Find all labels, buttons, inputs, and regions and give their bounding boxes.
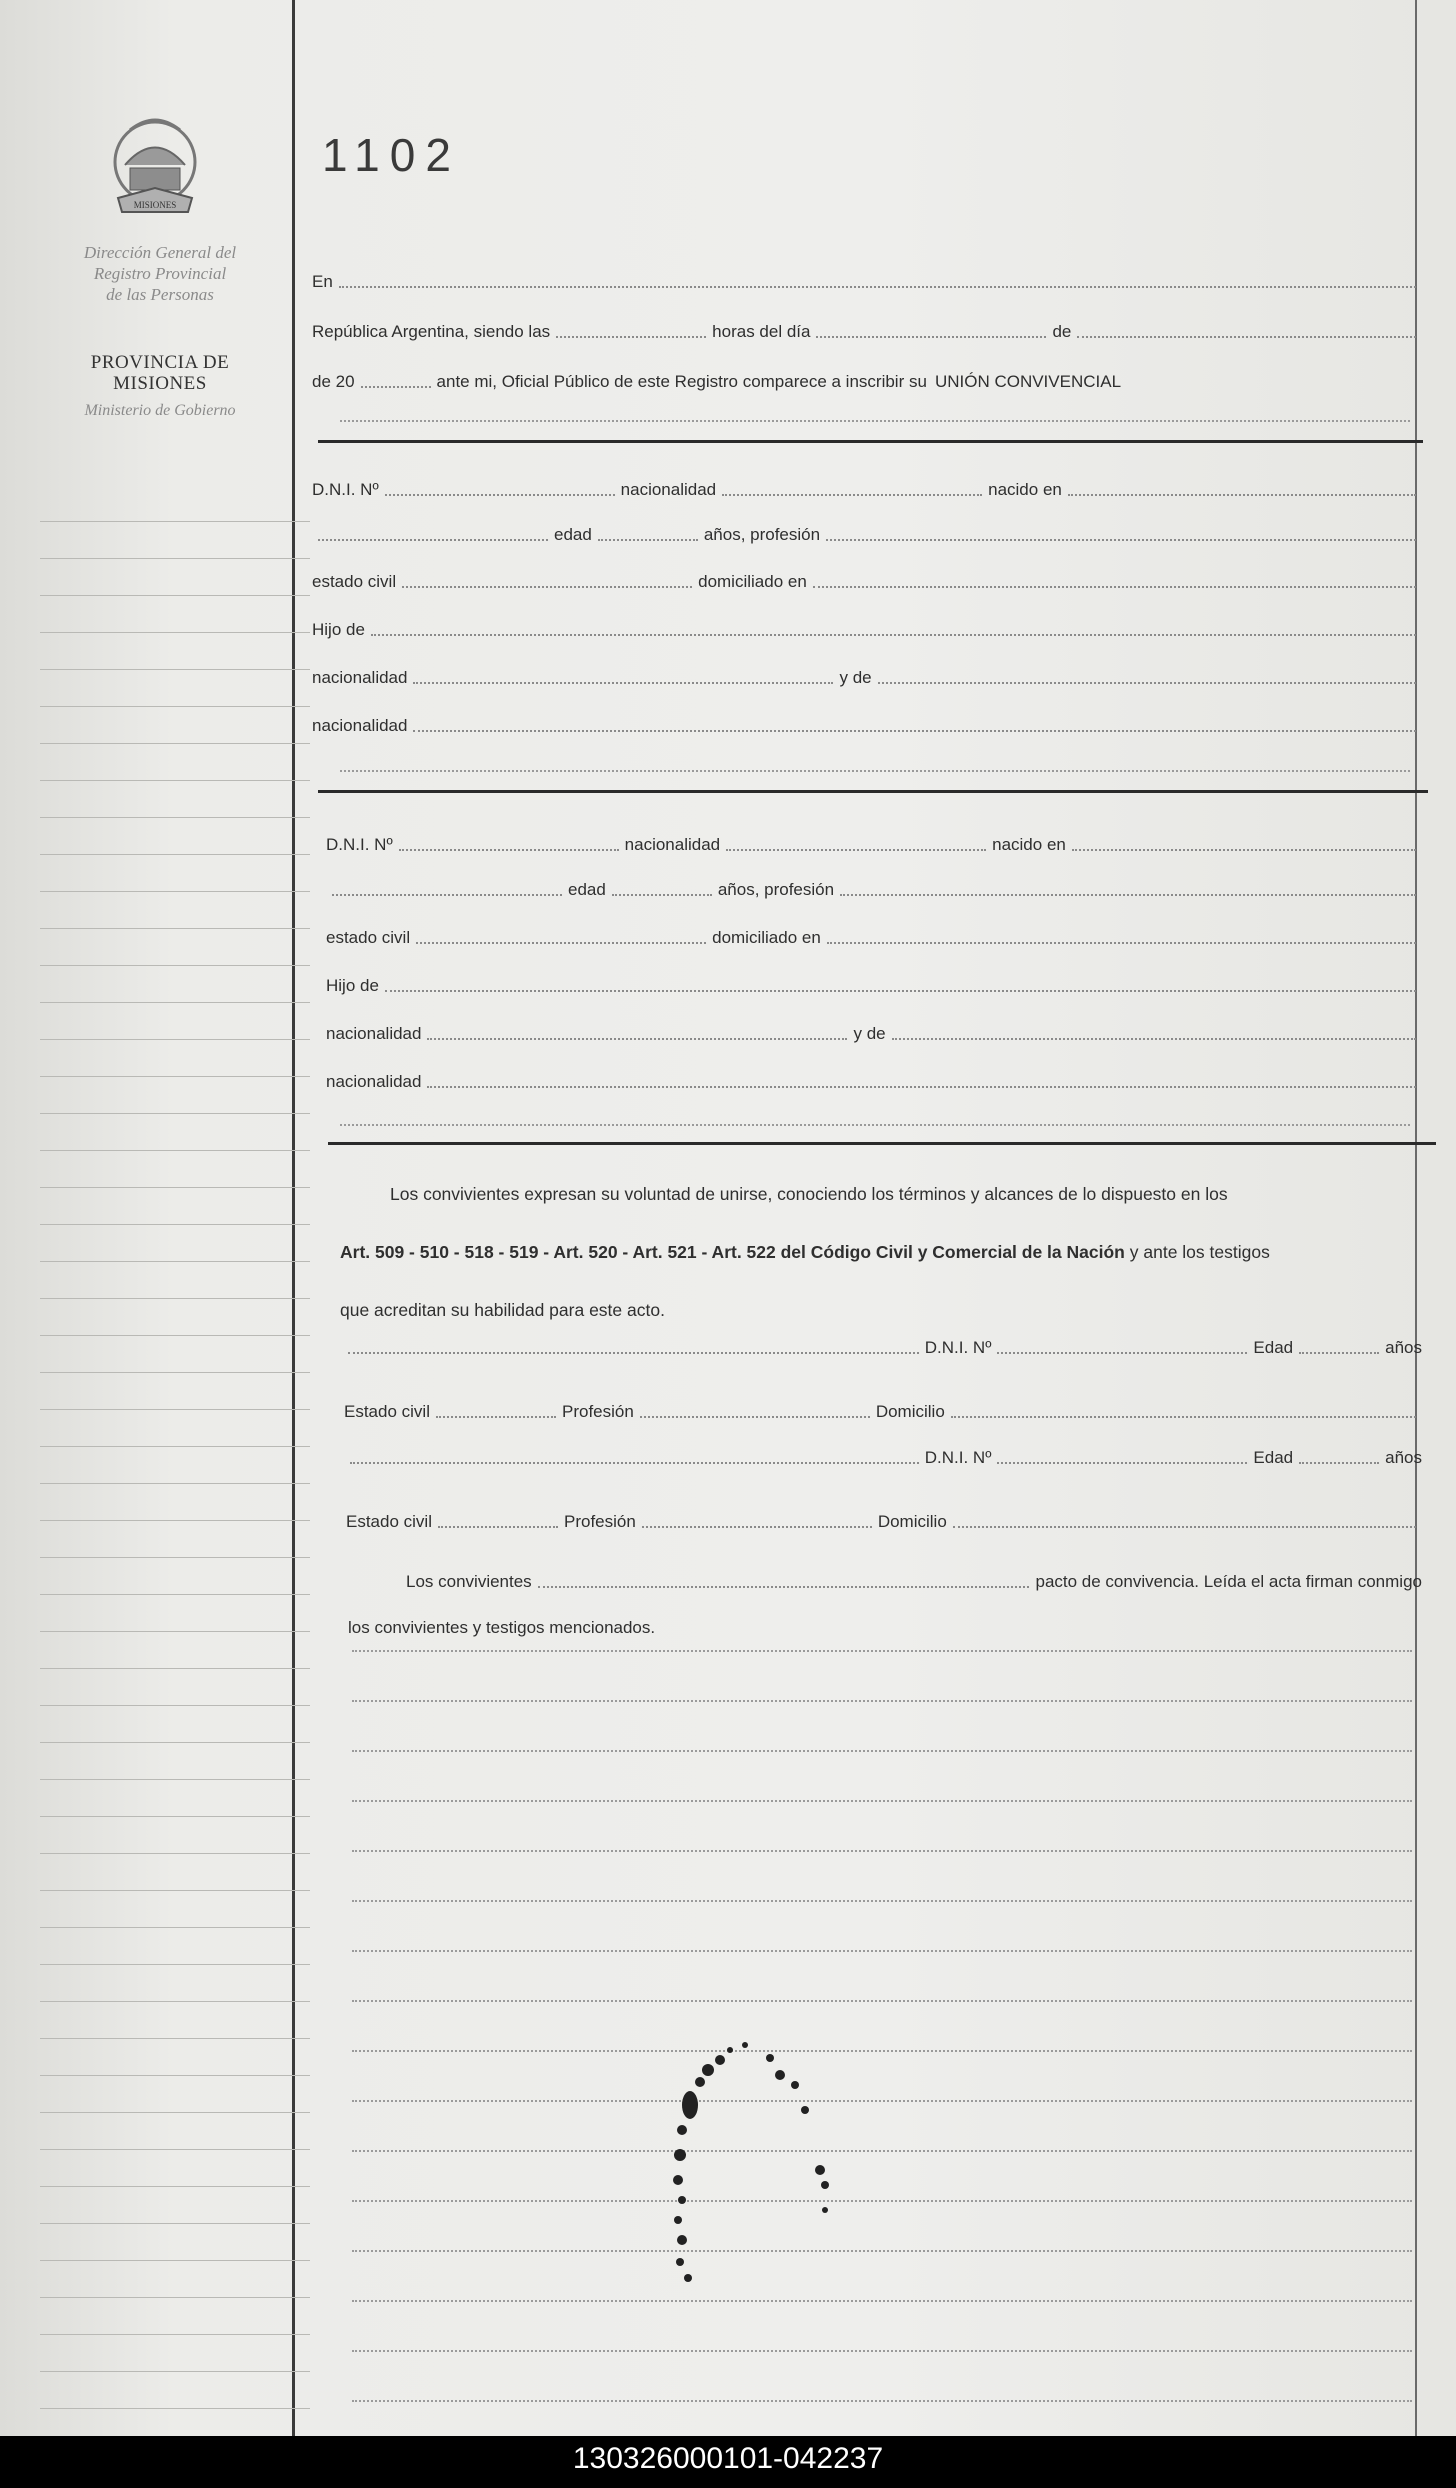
blank-line[interactable] bbox=[352, 1650, 1412, 1652]
section-rule bbox=[318, 440, 1423, 443]
field-parent-two-nationality[interactable] bbox=[413, 730, 1416, 732]
ministry-name: Ministerio de Gobierno bbox=[84, 402, 236, 419]
blank-line[interactable] bbox=[352, 2350, 1412, 2352]
label-estado-civil: Estado civil bbox=[346, 1512, 432, 1531]
row-hijo-de bbox=[312, 620, 1422, 640]
province-line: MISIONES bbox=[113, 373, 207, 394]
blank-line[interactable] bbox=[352, 2150, 1412, 2152]
label-dni: D.N.I. Nº bbox=[312, 480, 379, 499]
label-domiciliado: domiciliado en bbox=[698, 572, 807, 591]
field-profession[interactable] bbox=[826, 539, 1416, 541]
label-anos-profesion: años, profesión bbox=[717, 880, 835, 899]
row-nacionalidad-y-de bbox=[312, 668, 1422, 688]
field-age[interactable] bbox=[598, 539, 698, 541]
barcode-number: 130326000101-042237 bbox=[572, 2442, 884, 2475]
field-parent-two-nationality[interactable] bbox=[427, 1086, 1416, 1088]
label-nacido-en: nacido en bbox=[992, 835, 1066, 854]
field-parent-nationality[interactable] bbox=[427, 1038, 847, 1040]
blank-line[interactable] bbox=[340, 1124, 1410, 1126]
label-dni: D.N.I. Nº bbox=[326, 835, 393, 854]
declaration-line: y ante los testigos bbox=[1129, 1242, 1270, 1262]
row-en bbox=[312, 272, 1422, 292]
row-year bbox=[312, 372, 1422, 392]
field-nacionalidad[interactable] bbox=[722, 494, 982, 496]
label-edad: edad bbox=[554, 525, 592, 544]
office-line: Dirección General del bbox=[83, 243, 237, 262]
blank-line[interactable] bbox=[352, 2200, 1412, 2202]
label-domicilio: Domicilio bbox=[877, 1512, 947, 1531]
label-closing-tail: los convivientes y testigos mencionados. bbox=[348, 1618, 656, 1637]
field-witness-profession[interactable] bbox=[642, 1526, 872, 1528]
label-estado-civil: estado civil bbox=[312, 572, 397, 591]
row-witness-one-detail bbox=[344, 1402, 1422, 1422]
blank-line[interactable] bbox=[340, 420, 1410, 422]
label-y-de: y de bbox=[853, 1024, 886, 1043]
blank-line[interactable] bbox=[352, 1750, 1412, 1752]
province-name bbox=[40, 352, 280, 394]
row-nacionalidad bbox=[312, 716, 1422, 736]
label-anos: años bbox=[1385, 1448, 1422, 1467]
label-edad: Edad bbox=[1253, 1448, 1294, 1467]
label-edad: edad bbox=[568, 880, 606, 899]
field-pacto[interactable] bbox=[538, 1586, 1030, 1588]
section-rule bbox=[318, 790, 1428, 793]
field-witness-name[interactable] bbox=[348, 1352, 919, 1354]
blank-line[interactable] bbox=[352, 2300, 1412, 2302]
label-profesion: Profesión bbox=[561, 1402, 634, 1421]
section-rule bbox=[328, 1142, 1436, 1145]
office-line: Registro Provincial bbox=[93, 264, 227, 283]
field-domicile[interactable] bbox=[813, 586, 1416, 588]
label-nacionalidad: nacionalidad bbox=[624, 835, 721, 854]
blank-line[interactable] bbox=[352, 2400, 1412, 2402]
label-nacionalidad: nacionalidad bbox=[326, 1072, 422, 1091]
field-nacionalidad[interactable] bbox=[726, 849, 986, 851]
label-en: En bbox=[312, 272, 333, 291]
row-edad bbox=[326, 880, 1422, 900]
blank-line[interactable] bbox=[352, 1850, 1412, 1852]
declaration-articles-line bbox=[340, 1223, 1410, 1281]
field-witness-age[interactable] bbox=[1299, 1462, 1379, 1464]
field-profession[interactable] bbox=[840, 894, 1416, 896]
field-witness-profession[interactable] bbox=[640, 1416, 870, 1418]
label-nacionalidad: nacionalidad bbox=[312, 716, 408, 735]
field-witness-estado-civil[interactable] bbox=[438, 1526, 558, 1528]
field-witness-age[interactable] bbox=[1299, 1352, 1379, 1354]
label-de-20: de 20 bbox=[312, 372, 355, 391]
office-name bbox=[40, 242, 280, 305]
field-parent-two[interactable] bbox=[892, 1038, 1416, 1040]
label-estado-civil: Estado civil bbox=[344, 1402, 430, 1421]
label-hijo-de: Hijo de bbox=[326, 976, 379, 995]
row-closing bbox=[346, 1572, 1422, 1592]
row-closing-tail bbox=[348, 1618, 1422, 1638]
row-dni bbox=[312, 480, 1422, 500]
field-parent[interactable] bbox=[371, 634, 1416, 636]
field-place[interactable] bbox=[339, 286, 1416, 288]
blank-line[interactable] bbox=[352, 1800, 1412, 1802]
label-nacionalidad: nacionalidad bbox=[312, 668, 408, 687]
field-parent[interactable] bbox=[385, 990, 1416, 992]
row-nacionalidad-y-de bbox=[326, 1024, 1422, 1044]
row-hijo-de bbox=[326, 976, 1422, 996]
field-dni[interactable] bbox=[385, 494, 615, 496]
label-anos-profesion: años, profesión bbox=[703, 525, 821, 544]
field-year[interactable] bbox=[361, 386, 431, 388]
office-line: de las Personas bbox=[106, 285, 214, 304]
row-witness-one bbox=[342, 1338, 1422, 1358]
province-line: PROVINCIA DE bbox=[90, 352, 230, 373]
field-birthplace[interactable] bbox=[1068, 494, 1416, 496]
row-nacionalidad bbox=[326, 1072, 1422, 1092]
label-pacto: pacto de convivencia. Leída el acta firman conmigo bbox=[1035, 1572, 1422, 1591]
label-domicilio: Domicilio bbox=[875, 1402, 945, 1421]
blank-line[interactable] bbox=[352, 1950, 1412, 1952]
label-nacionalidad: nacionalidad bbox=[326, 1024, 422, 1043]
row-edad bbox=[312, 525, 1422, 545]
label-nacionalidad: nacionalidad bbox=[620, 480, 717, 499]
blank-line[interactable] bbox=[352, 1700, 1412, 1702]
seal-text: MISIONES bbox=[133, 200, 177, 210]
act-number: 1102 bbox=[322, 129, 461, 181]
field-parent-nationality[interactable] bbox=[413, 682, 833, 684]
blank-line[interactable] bbox=[352, 2000, 1412, 2002]
margin-rule-right bbox=[1415, 0, 1417, 2436]
declaration-line: Los convivientes expresan su voluntad de unirse, conociendo los términos y alcances de lo dispuesto en los bbox=[390, 1184, 1228, 1204]
label-hijo-de: Hijo de bbox=[312, 620, 365, 639]
field-witness-domicile[interactable] bbox=[953, 1526, 1416, 1528]
blank-line[interactable] bbox=[340, 770, 1410, 772]
field-dni[interactable] bbox=[399, 849, 619, 851]
blank-line[interactable] bbox=[352, 1900, 1412, 1902]
field-day[interactable] bbox=[816, 336, 1046, 338]
row-dni bbox=[326, 835, 1422, 855]
field-hour[interactable] bbox=[556, 336, 706, 338]
articles-reference: Art. 509 - 510 - 518 - 519 - Art. 520 - Art. 521 - Art. 522 del Código Civil y Comercial de la Nación bbox=[340, 1242, 1125, 1262]
declaration-paragraph bbox=[340, 1165, 1410, 1339]
field-witness-domicile[interactable] bbox=[951, 1416, 1416, 1418]
label-profesion: Profesión bbox=[563, 1512, 636, 1531]
label-dni: D.N.I. Nº bbox=[924, 1448, 992, 1467]
field-month[interactable] bbox=[1077, 336, 1416, 338]
blank-line[interactable] bbox=[352, 2100, 1412, 2102]
field-witness-dni[interactable] bbox=[997, 1352, 1247, 1354]
field-estado-civil[interactable] bbox=[402, 586, 692, 588]
label-horas: horas del día bbox=[712, 322, 811, 341]
label-los-convivientes: Los convivientes bbox=[406, 1572, 532, 1591]
row-estado-civil bbox=[326, 928, 1422, 948]
field-birthplace[interactable] bbox=[1072, 849, 1416, 851]
blank-line[interactable] bbox=[352, 2050, 1412, 2052]
label-dni: D.N.I. Nº bbox=[924, 1338, 992, 1357]
field-witness-name[interactable] bbox=[350, 1462, 919, 1464]
row-witness-two-detail bbox=[346, 1512, 1422, 1532]
label-de: de bbox=[1052, 322, 1072, 341]
label-anos: años bbox=[1385, 1338, 1422, 1357]
label-domiciliado: domiciliado en bbox=[712, 928, 821, 947]
label-republica: República Argentina, siendo las bbox=[312, 322, 551, 341]
row-republica bbox=[312, 322, 1422, 342]
label-union-convivencial: UNIÓN CONVIVENCIAL bbox=[934, 372, 1122, 391]
margin-lines bbox=[40, 485, 310, 2435]
row-witness-two bbox=[344, 1448, 1422, 1468]
provincial-seal-icon bbox=[100, 110, 210, 230]
label-ante: ante mi, Oficial Público de este Registro comparece a inscribir su bbox=[436, 372, 927, 391]
stamp-mark-icon bbox=[620, 2030, 880, 2320]
field-witness-estado-civil[interactable] bbox=[436, 1416, 556, 1418]
label-edad: Edad bbox=[1253, 1338, 1294, 1357]
field-witness-dni[interactable] bbox=[997, 1462, 1247, 1464]
field-age[interactable] bbox=[612, 894, 712, 896]
field-birthdate[interactable] bbox=[318, 539, 548, 541]
blank-line[interactable] bbox=[352, 2250, 1412, 2252]
row-estado-civil bbox=[312, 572, 1422, 592]
field-birthdate[interactable] bbox=[332, 894, 562, 896]
label-nacido-en: nacido en bbox=[988, 480, 1062, 499]
field-parent-two[interactable] bbox=[878, 682, 1416, 684]
field-domicile[interactable] bbox=[827, 942, 1416, 944]
declaration-line: que acreditan su habilidad para este acto. bbox=[340, 1300, 665, 1320]
field-estado-civil[interactable] bbox=[416, 942, 706, 944]
label-y-de: y de bbox=[839, 668, 872, 687]
label-estado-civil: estado civil bbox=[326, 928, 411, 947]
